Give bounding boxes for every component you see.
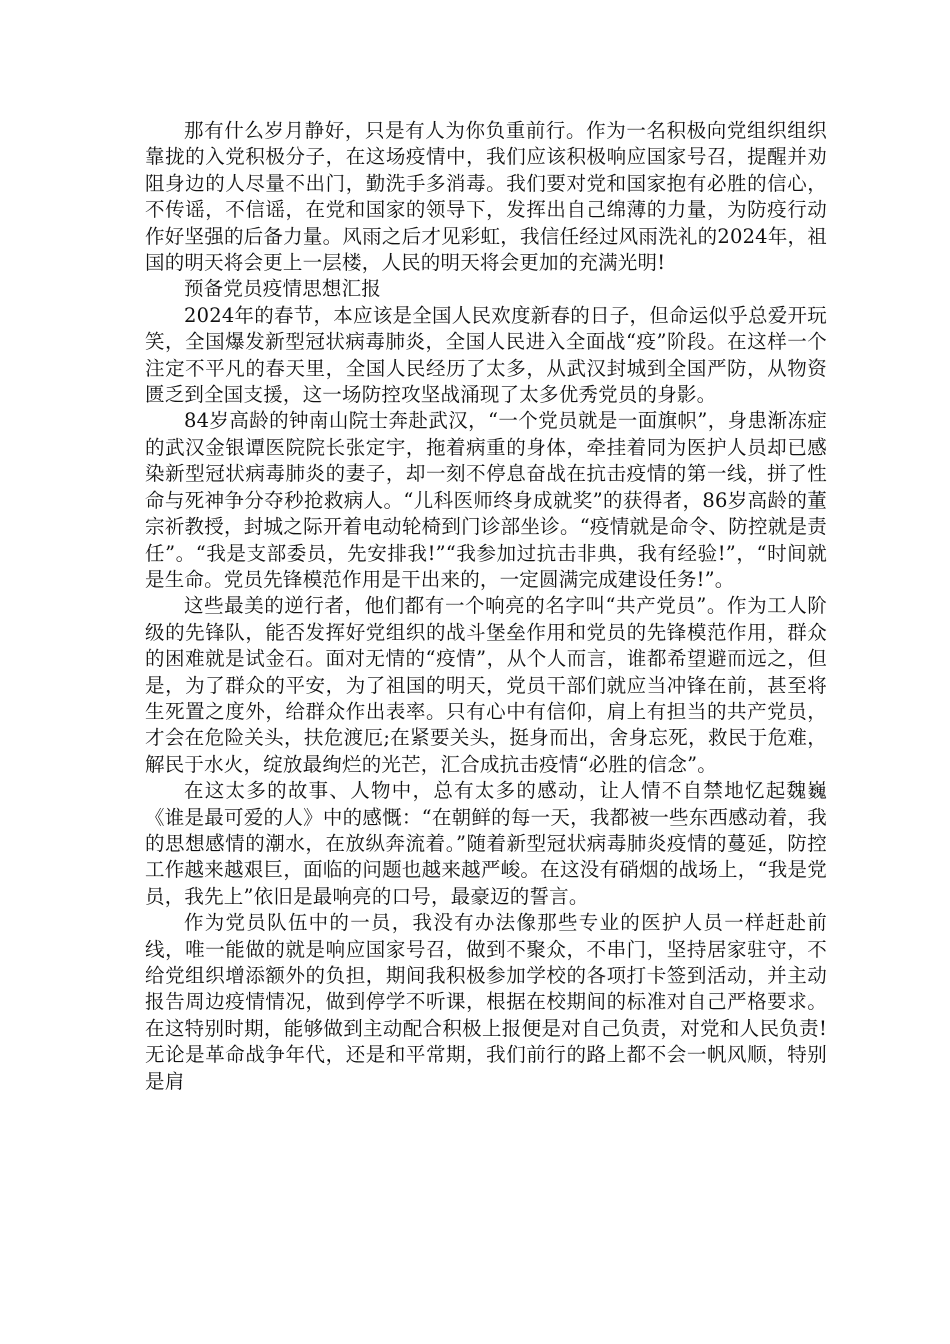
paragraph-6: 作为党员队伍中的一员，我没有办法像那些专业的医护人员一样赶赴前线，唯一能做的就是响应国家号召，做到不聚众，不串门，坚持居家驻守，不给党组织增添额外的负担，期间我积极参加学校的各项打卡签到活动，并主动报告周边疫情情况，做到停学不听课，根据在校期间的标准对自己严格要求。在这特别时期，能够做到主动配合积极上报便是对自己负责，对党和人民负责!无论是革命战争年代，还是和平常期，我们前行的路上都不会一帆风顺，特别是肩: [145, 911, 827, 1093]
paragraph-3: 84岁高龄的钟南山院士奔赴武汉，“一个党员就是一面旗帜”，身患渐冻症的武汉金银谭医院院长张定宇，拖着病重的身体，牵挂着同为医护人员却已感染新型冠状病毒肺炎的妻子，却一刻不停息奋战在抗击疫情的第一线，拼了性命与死神争分夺秒抢救病人。“儿科医师终身成就奖”的获得者，86岁高龄的董宗祈教授，封城之际开着电动轮椅到门诊部坐诊。“疫情就是命令、防控就是责任”。“我是支部委员，先安排我!”“我参加过抗击非典，我有经验!”，“时间就是生命。党员先锋模范作用是干出来的，一定圆满完成建设任务!”。: [145, 409, 827, 591]
report-title: 预备党员疫情思想汇报: [184, 277, 382, 301]
document-body: [145, 118, 827, 1095]
paragraph-4: 这些最美的逆行者，他们都有一个响亮的名字叫“共产党员”。作为工人阶级的先锋队，能否发挥好党组织的战斗堡垒作用和党员的先锋模范作用，群众的困难就是试金石。面对无情的“疫情”，从个人而言，谁都希望避而远之，但是，为了群众的平安，为了祖国的明天，党员干部们就应当冲锋在前，甚至将生死置之度外，给群众作出表率。只有心中有信仰，肩上有担当的共产党员，才会在危险关头，扶危渡厄;在紧要关头，挺身而出，舍身忘死，救民于危难，解民于水火，绽放最绚烂的光芒，汇合成抗击疫情“必胜的信念”。: [145, 594, 827, 776]
paragraph-5: 在这太多的故事、人物中，总有太多的感动，让人情不自禁地忆起魏巍《谁是最可爱的人》中的感慨：“在朝鲜的每一天，我都被一些东西感动着，我的思想感情的潮水，在放纵奔流着。”随着新型冠状病毒肺炎疫情的蔓延，防控工作越来越艰巨，面临的问题也越来越严峻。在这没有硝烟的战场上，“我是党员，我先上”依旧是最响亮的口号，最豪迈的誓言。: [145, 779, 827, 908]
paragraph-1: 那有什么岁月静好，只是有人为你负重前行。作为一名积极向党组织组织靠拢的入党积极分子，在这场疫情中，我们应该积极响应国家号召，提醒并劝阻身边的人尽量不出门，勤洗手多消毒。我们要对党和国家抱有必胜的信心，不传谣，不信谣，在党和国家的领导下，发挥出自己绵薄的力量，为防疫行动作好坚强的后备力量。风雨之后才见彩虹，我信任经过风雨洗礼的2024年，祖国的明天将会更上一层楼，人民的明天将会更加的充满光明!: [145, 119, 827, 275]
paragraph-2: 2024年的春节，本应该是全国人民欢度新春的日子，但命运似乎总爱开玩笑，全国爆发新型冠状病毒肺炎，全国人民进入全面战“疫”阶段。在这样一个注定不平凡的春天里，全国人民经历了太多，从武汉封城到全国严防，从物资匮乏到全国支援，这一场防控攻坚战涌现了太多优秀党员的身影。: [145, 303, 827, 407]
